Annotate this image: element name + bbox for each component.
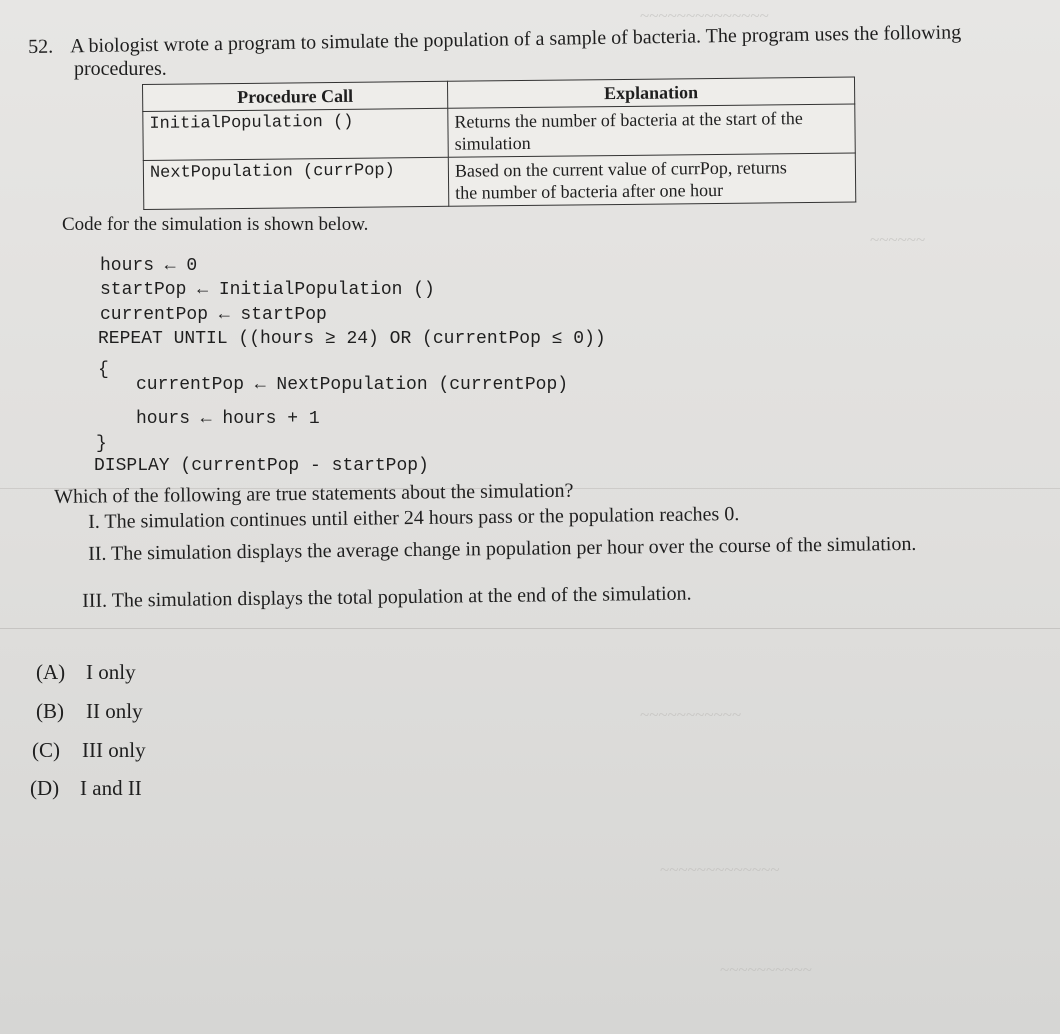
option-letter: (B) <box>36 699 64 723</box>
answer-option-c[interactable] <box>32 738 146 763</box>
statement-i: I. The simulation continues until either 24 hours pass or the population reaches 0. <box>88 503 740 533</box>
code-line: REPEAT UNTIL ((hours ≥ 24) OR (currentPop ≤ 0)) <box>98 329 606 349</box>
option-text: II only <box>86 699 143 723</box>
code-line: { <box>98 360 109 380</box>
option-text: I only <box>86 660 136 684</box>
option-letter: (D) <box>30 776 60 800</box>
explanation-line: Returns the number of bacteria at the start of the <box>454 108 803 132</box>
question-intro <box>28 21 961 59</box>
table-row <box>143 104 855 160</box>
bleed-through-text: ~~~~~~~~~~ <box>720 960 812 979</box>
bleed-through-text: ~~~~~~ <box>870 230 926 249</box>
option-letter: (A) <box>36 660 66 684</box>
procedure-call-cell: NextPopulation (currPop) <box>143 157 448 209</box>
explanation-cell <box>448 153 855 206</box>
option-letter: (C) <box>32 738 60 762</box>
code-line: currentPop ← NextPopulation (currentPop) <box>136 375 569 395</box>
explanation-line: the number of bacteria after one hour <box>455 179 724 203</box>
table-header-explanation: Explanation <box>447 77 854 108</box>
explanation-line: simulation <box>454 132 531 154</box>
question-intro-line2: procedures. <box>74 58 167 80</box>
table-row <box>143 153 855 209</box>
statement-iii: III. The simulation displays the total population at the end of the simulation. <box>82 582 692 612</box>
code-line: currentPop ← startPop <box>100 305 327 325</box>
statement-ii: II. The simulation displays the average change in population per hour over the course of the simulation. <box>88 532 917 565</box>
code-line: startPop ← InitialPopulation () <box>100 280 435 300</box>
procedure-table <box>142 77 856 210</box>
question-prompt: Which of the following are true statements about the simulation? <box>54 479 574 508</box>
explanation-line: Based on the current value of currPop, returns <box>454 157 787 181</box>
option-text: I and II <box>80 776 142 800</box>
code-line: hours ← 0 <box>100 256 198 276</box>
procedure-call-cell: InitialPopulation () <box>143 108 448 160</box>
answer-option-b[interactable] <box>36 699 143 724</box>
question-intro-line1: A biologist wrote a program to simulate the population of a sample of bacteria. The program uses the following <box>69 21 962 58</box>
option-text: III only <box>82 738 146 762</box>
bleed-through-text: ~~~~~~~~~~~~~ <box>660 860 780 879</box>
code-intro: Code for the simulation is shown below. <box>62 214 369 235</box>
code-line: hours ← hours + 1 <box>136 409 320 429</box>
page-crease <box>0 628 1060 629</box>
answer-option-d[interactable] <box>30 776 142 801</box>
bleed-through-text: ~~~~~~~~~~~~~~ <box>640 6 769 25</box>
explanation-cell <box>448 104 855 157</box>
code-line: } <box>96 434 107 454</box>
bleed-through-text: ~~~~~~~~~~~ <box>640 705 742 724</box>
question-number: 52. <box>28 35 54 58</box>
code-line: DISPLAY (currentPop - startPop) <box>94 456 429 476</box>
answer-option-a[interactable] <box>36 660 136 685</box>
table-header-procedure-call: Procedure Call <box>143 81 448 111</box>
